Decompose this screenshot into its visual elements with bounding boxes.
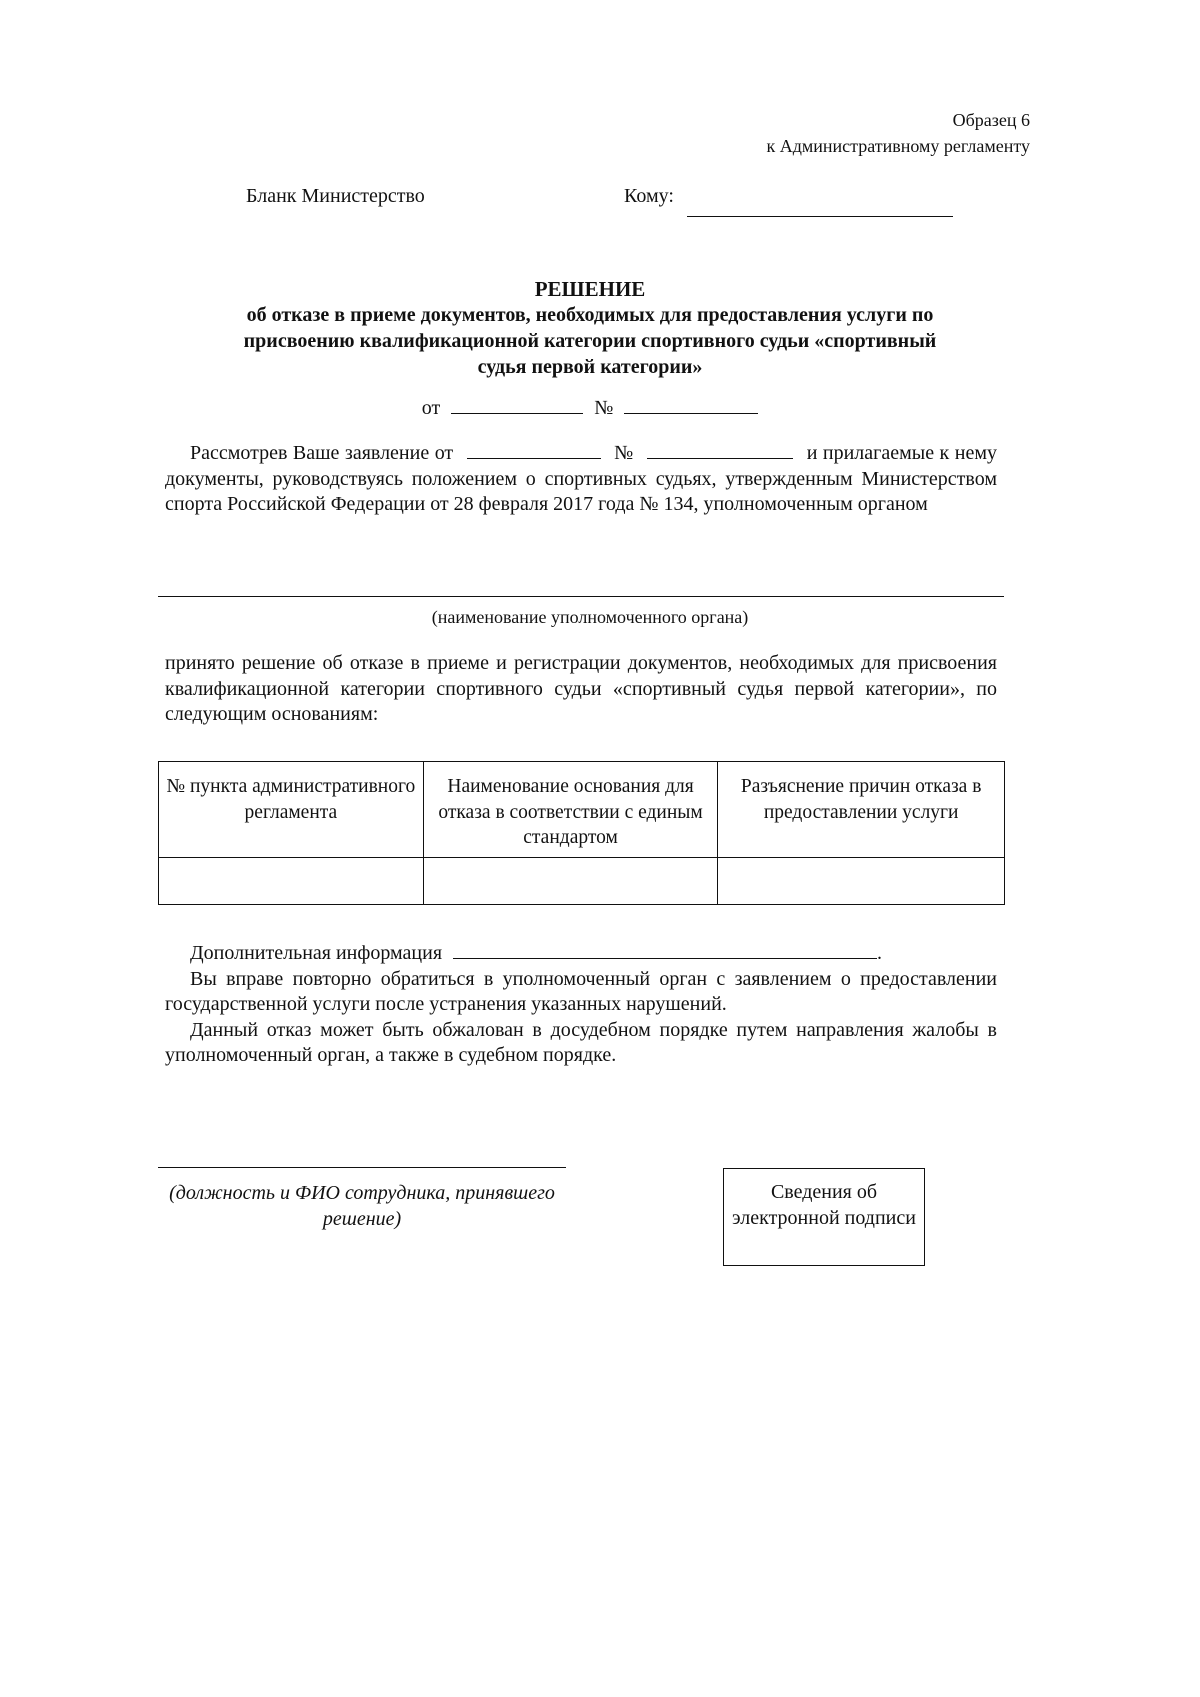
p1-number: №	[614, 442, 634, 464]
paragraph-appeal: Данный отказ может быть обжалован в досудебном порядке путем направления жалобы в уполномоченный орган, а также в судебном порядке.	[165, 1018, 997, 1066]
table-header-ground: Наименование основания для отказа в соответствии с единым стандартом	[423, 762, 718, 858]
number-label: №	[594, 397, 614, 419]
table-row	[159, 858, 1005, 905]
sample-header	[766, 107, 1030, 159]
table-header-row	[159, 762, 1005, 858]
additional-end: .	[877, 942, 883, 964]
sample-reference: к Административному регламенту	[766, 136, 1030, 156]
paragraph-additional	[165, 941, 997, 1069]
title-line-2: присвоению квалификационной категории спортивного судьи «спортивный	[243, 330, 937, 352]
additional-label: Дополнительная информация	[190, 942, 443, 964]
title-main: РЕШЕНИЕ	[534, 277, 646, 301]
sample-number: Образец 6	[952, 110, 1030, 130]
decision-date-number	[150, 397, 1030, 420]
table-cell-clause[interactable]	[159, 858, 424, 905]
paragraph-application	[165, 441, 997, 518]
signature-line	[158, 1167, 566, 1168]
paragraph-reapply: Вы вправе повторно обратиться в уполномоченный орган с заявлением о предоставлении государственной услуги после устранения указанных нарушений.	[165, 967, 997, 1015]
signature-caption: (должность и ФИО сотрудника, принявшего решение)	[169, 1182, 555, 1230]
p1-rest: и прилагаемые к нему документы, руководствуясь положением о спортивных судьях, утвержденным Министерством спорта Российской Федерации от 28 февраля 2017 года № 134, уполномоченным органом	[165, 442, 997, 515]
authority-line	[158, 596, 1004, 597]
electronic-signature-box: Сведения об электронной подписи	[723, 1168, 925, 1266]
application-date-blank	[467, 444, 601, 459]
authority-caption: (наименование уполномоченного органа)	[431, 607, 749, 627]
date-blank	[451, 399, 583, 414]
table-header-clause: № пункта административного регламента	[159, 762, 424, 858]
p1-start: Рассмотрев Ваше заявление от	[190, 442, 454, 464]
p2-text: принято решение об отказе в приеме и регистрации документов, необходимых для присвоения квалификационной категории спортивного судьи «спортивный судья первой категории», по следующим основаниям:	[165, 652, 997, 725]
table-cell-ground[interactable]	[423, 858, 718, 905]
to-label: Кому:	[624, 185, 674, 207]
title-line-3: судья первой категории»	[477, 356, 703, 378]
additional-info-blank	[453, 944, 877, 959]
blank-label: Бланк Министерство	[246, 185, 425, 207]
grounds-table	[158, 761, 1005, 905]
document-title	[150, 276, 1030, 380]
paragraph-decision	[165, 651, 997, 728]
number-blank	[624, 399, 758, 414]
recipient-line	[687, 216, 953, 217]
application-number-blank	[647, 444, 793, 459]
table-header-explanation: Разъяснение причин отказа в предоставлении услуги	[718, 762, 1005, 858]
title-line-1: об отказе в приеме документов, необходимых для предоставления услуги по	[246, 304, 934, 326]
from-label: от	[421, 397, 441, 419]
table-cell-explanation[interactable]	[718, 858, 1005, 905]
